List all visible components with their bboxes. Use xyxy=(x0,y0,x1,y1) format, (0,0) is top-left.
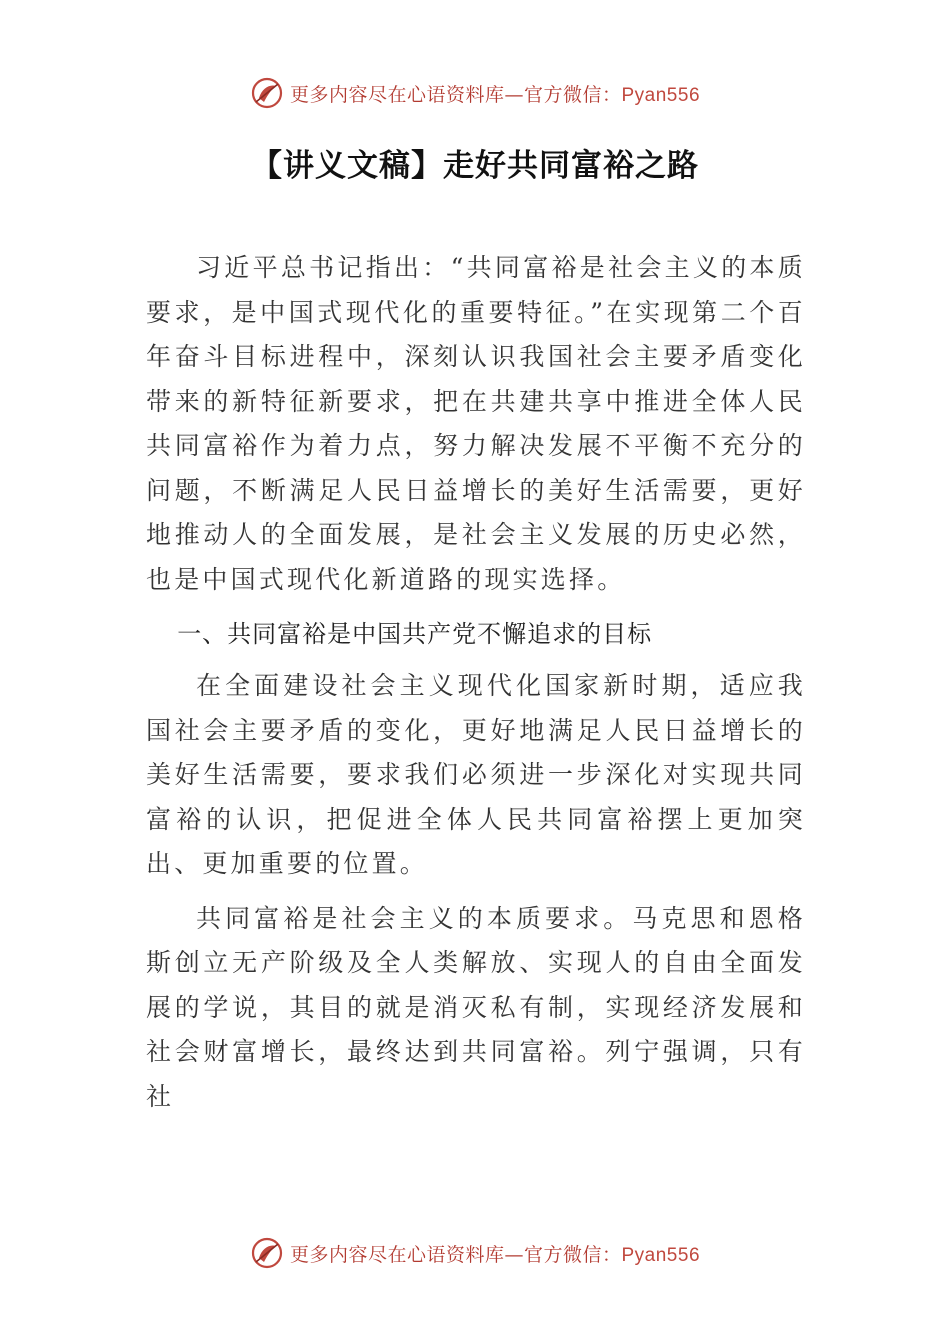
section-heading: 一、共同富裕是中国共产党不懈追求的目标 xyxy=(177,620,653,648)
watermark-wechat-id: Pyan556 xyxy=(621,1244,701,1266)
footer-watermark xyxy=(0,1233,950,1273)
watermark-label: 更多内容尽在心语资料库—官方微信： xyxy=(289,1243,622,1266)
intro-paragraph: 习近平总书记指出：“共同富裕是社会主义的本质要求，是中国式现代化的重要特征。”在实现第二个百年奋斗目标进程中，深刻认识我国社会主要矛盾变化带来的新特征新要求，把在共建共享中推进全体人民共同富裕作为着力点，努力解决发展不平衡不充分的问题，不断满足人民日益增长的美好生活需要，更好地推动人的全面发展，是社会主义发展的历史必然，也是中国式现代化新道路的现实选择。 xyxy=(146,253,806,594)
brand-logo-icon xyxy=(250,1236,284,1270)
document-body xyxy=(146,246,806,1119)
watermark-label: 更多内容尽在心语资料库—官方微信： xyxy=(289,83,622,106)
watermark-text xyxy=(290,80,700,107)
section-paragraph: 在全面建设社会主义现代化国家新时期，适应我国社会主要矛盾的变化，更好地满足人民日益增长的美好生活需要，要求我们必须进一步深化对实现共同富裕的认识，把促进全体人民共同富裕摆上更加突出、更加重要的位置。 xyxy=(146,671,806,878)
watermark-text xyxy=(290,1240,700,1267)
document-title: 【讲义文稿】走好共同富裕之路 xyxy=(251,148,699,184)
brand-logo-icon xyxy=(250,76,284,110)
watermark-wechat-id: Pyan556 xyxy=(621,84,701,106)
header-watermark xyxy=(0,73,950,113)
section-paragraph: 共同富裕是社会主义的本质要求。马克思和恩格斯创立无产阶级及全人类解放、实现人的自由全面发展的学说，其目的就是消灭私有制，实现经济发展和社会财富增长，最终达到共同富裕。列宁强调，只有社 xyxy=(146,903,806,1111)
paragraph-spacer xyxy=(146,887,806,897)
